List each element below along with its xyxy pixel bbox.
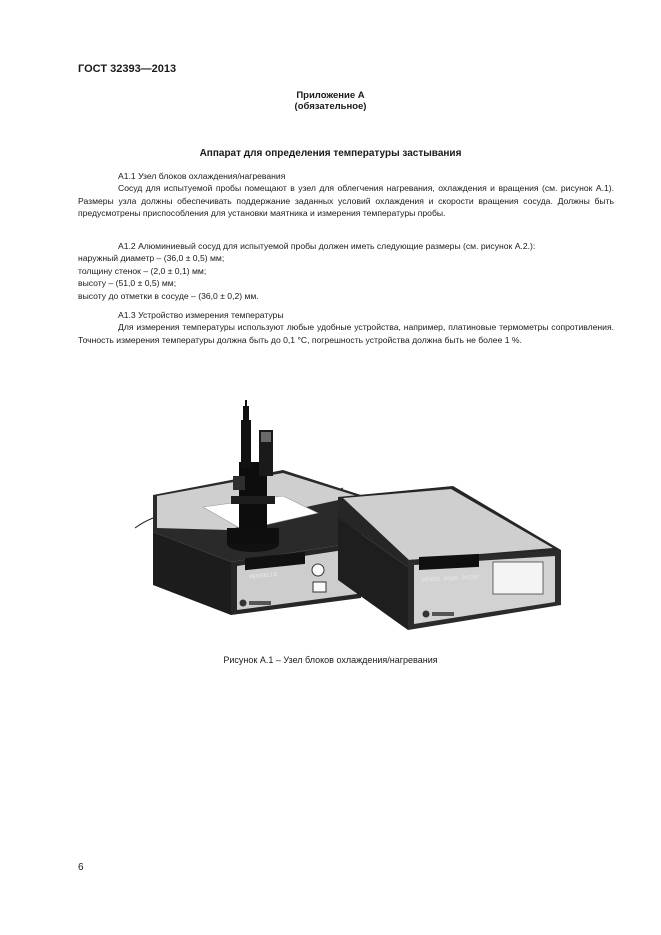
a11-heading: А1.1 Узел блоков охлаждения/нагревания xyxy=(118,171,286,181)
section-a12 xyxy=(78,240,614,302)
a11-text: Сосуд для испытуемой пробы помещают в узел для облегчения нагревания, охлаждения и вращения (см. рисунок А.1). Размеры узла должны обеспечивать поддержание заданных условий охлаждения и скорости вращения сосуда. Должны быть предусмотрены приспособления для установки маятника и измерения температуры пробы. xyxy=(78,183,614,219)
a12-item: наружный диаметр – (36,0 ± 0,5) мм; xyxy=(78,253,225,264)
section-a13 xyxy=(78,309,614,346)
a12-item: высоту – (51,0 ± 0,5) мм; xyxy=(78,278,177,289)
a12-item: толщину стенок – (2,0 ± 0,1) мм; xyxy=(78,265,207,276)
figure-apparatus-photo xyxy=(133,400,563,635)
right-unit-display-label: MERSO POUR POINT xyxy=(422,573,480,584)
right-unit xyxy=(338,486,561,630)
a13-text: Для измерения температуры используют любые удобные устройства, например, платиновые термометры сопротивления. Точность измерения температуры должна быть до 0,1 °С, погрешность устройства должна быть не более 1 %. xyxy=(78,322,614,345)
a12-item: высоту до отметки в сосуде – (36,0 ± 0,2) мм. xyxy=(78,290,259,301)
section-title: Аппарат для определения температуры застывания xyxy=(199,148,462,159)
page-number: 6 xyxy=(78,862,84,873)
appendix-subtitle: (обязательное) xyxy=(294,101,367,112)
section-a11 xyxy=(78,170,614,220)
left-unit-display-label: MERSELLE xyxy=(249,570,278,581)
a12-heading: А1.2 Алюминиевый сосуд для испытуемой пробы должен иметь следующие размеры (см. рисунок А.2.): xyxy=(118,241,536,251)
appendix-title: Приложение А xyxy=(296,90,365,101)
cooling-column xyxy=(227,400,279,552)
figure-caption: Рисунок А.1 – Узел блоков охлаждения/нагревания xyxy=(223,655,438,665)
document-header: ГОСТ 32393—2013 xyxy=(78,63,177,75)
a13-heading: А1.3 Устройство измерения температуры xyxy=(118,310,284,320)
